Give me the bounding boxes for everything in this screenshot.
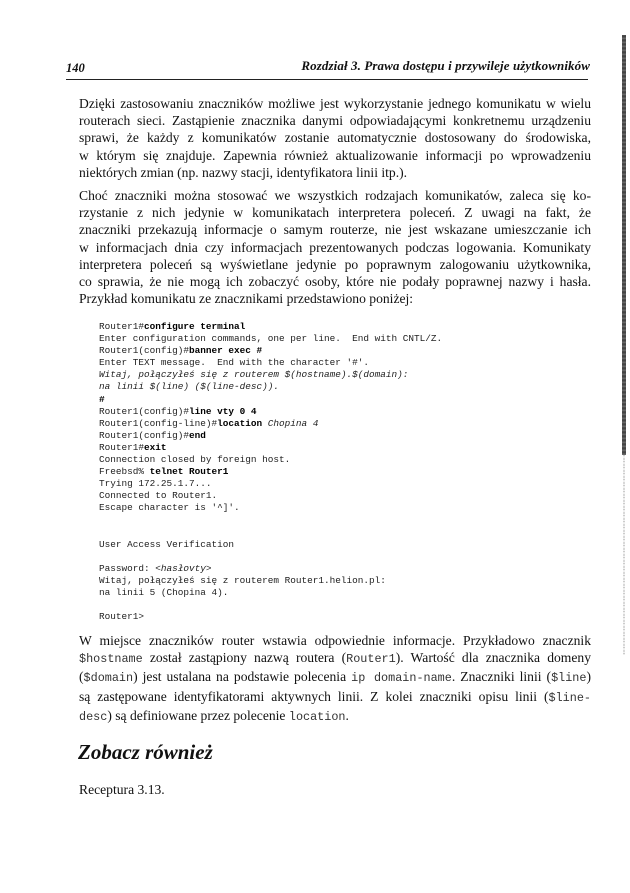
text-line: co sprawia, że nie mogą ich zobaczyć osoby, które nie podały poprawnej nazwy i hasła. xyxy=(79,274,591,290)
code-line: Connected to Router1. xyxy=(99,490,218,502)
header-rule xyxy=(66,79,588,80)
code-line: Escape character is '^]'. xyxy=(99,502,240,514)
text-line: Przykład komunikatu ze znacznikami przedstawiono poniżej: xyxy=(79,291,414,307)
text-line: są zastępowane identyfikatorami aktywnych linii. Z kolei znaczniki opisu linii ($line- xyxy=(79,688,591,705)
code-line: Password: <hasłovty> xyxy=(99,562,212,574)
code-line: Router1#configure terminal xyxy=(99,321,246,332)
text-line: w którym się znajduje. Zapewnia również aktualizowanie informacji po wprowadzeniu xyxy=(79,147,591,163)
text-line: Dzięki zastosowaniu znaczników możliwe jest wykorzystanie jednego komunikatu w wielu xyxy=(79,96,591,111)
chapter-title: Rozdział 3. Prawa dostępu i przywileje użytkowników xyxy=(301,58,590,73)
inline-code: $domain xyxy=(83,671,134,686)
code-line: # xyxy=(99,393,105,405)
text-line: Choć znaczniki można stosować we wszystkich rodzajach komunikatów, zaleca się ko- xyxy=(79,188,591,203)
text-line: niektórych zmian (np. nazwy stacji, identyfikatora linii itp.). xyxy=(79,164,408,180)
running-head xyxy=(66,58,590,78)
scan-edge-shadow-faint xyxy=(623,455,625,655)
code-line: na linii $(line) ($(line-desc)). xyxy=(99,381,280,393)
code-line: Trying 172.25.1.7... xyxy=(99,478,212,490)
text-line: interpretera poleceń są wyświetlane jedynie po poprawnym zalogowaniu użytkownika, xyxy=(79,256,591,272)
code-line: Router1(config)#banner exec # xyxy=(99,345,263,357)
page-number: 140 xyxy=(66,61,85,75)
paragraph-explanation xyxy=(79,632,591,726)
code-line: Router1> xyxy=(99,611,145,623)
code-line xyxy=(99,515,442,527)
code-line: Witaj, połączyłeś się z routerem Router1.helion.pl: xyxy=(99,574,386,586)
code-line: Enter TEXT message. End with the character '#'. xyxy=(99,357,370,369)
code-line: Router1(config-line)#location Chopina 4 xyxy=(99,417,319,429)
inline-code: location xyxy=(288,709,346,724)
inline-code: $hostname xyxy=(79,652,143,667)
code-line xyxy=(99,551,442,563)
code-line: na linii 5 (Chopina 4). xyxy=(99,587,229,599)
text-line: znaczniki przekazują informacje o samym routerze, nie jest wskazane umieszczanie ich xyxy=(79,222,591,238)
inline-code: ip domain-name xyxy=(351,671,452,686)
text-line: sprawi, że każdy z komunikatów zostanie automatycznie dostosowany do środowiska, xyxy=(79,130,591,146)
section-heading-see-also: Zobacz również xyxy=(78,740,213,764)
code-line xyxy=(99,599,442,611)
text-line: ($domain) jest ustalana na podstawie polecenia ip domain-name. Znaczniki linii ($line) xyxy=(79,669,591,686)
text-line: $hostname został zastąpiony nazwą routera (Router1). Wartość dla znacznika domeny xyxy=(79,650,591,667)
code-listing xyxy=(99,321,442,623)
text-line: rzystanie z nich jedynie w komunikatach interpretera poleceń. Z uwagi na fakt, że xyxy=(79,205,591,221)
code-line: Router1(config)#end xyxy=(99,429,206,441)
code-line: Witaj, połączyłeś się z routerem $(hostname).$(domain): xyxy=(99,369,409,381)
paragraph-usage xyxy=(79,187,591,307)
text-line: desc) są definiowane przez polecenie location. xyxy=(79,707,349,724)
inline-code: desc xyxy=(79,709,108,724)
code-line: Enter configuration commands, one per line. End with CNTL/Z. xyxy=(99,333,443,345)
code-line: Connection closed by foreign host. xyxy=(99,454,291,466)
inline-code: $line- xyxy=(548,690,591,705)
code-line: Freebsd% telnet Router1 xyxy=(99,466,229,478)
code-line: Router1(config)#line vty 0 4 xyxy=(99,405,257,417)
paragraph-intro xyxy=(79,95,591,181)
see-also-reference: Receptura 3.13. xyxy=(79,782,165,797)
code-line: User Access Verification xyxy=(99,538,235,550)
text-line: w informacjach dnia czy informacjach prezentowanych podczas logowania. Komunikaty xyxy=(79,239,591,255)
scan-edge-shadow xyxy=(622,35,626,455)
text-line: routerach sieci. Zastąpienie znacznika danymi odpowiadającymi konkretnemu urządzeniu xyxy=(79,113,591,129)
text-line: W miejsce znaczników router wstawia odpowiednie informacje. Przykładowo znacznik xyxy=(79,633,591,648)
code-line: Router1#exit xyxy=(99,441,167,453)
inline-code: Router1 xyxy=(346,652,396,667)
inline-code: $line xyxy=(551,671,587,686)
code-line xyxy=(99,527,442,539)
